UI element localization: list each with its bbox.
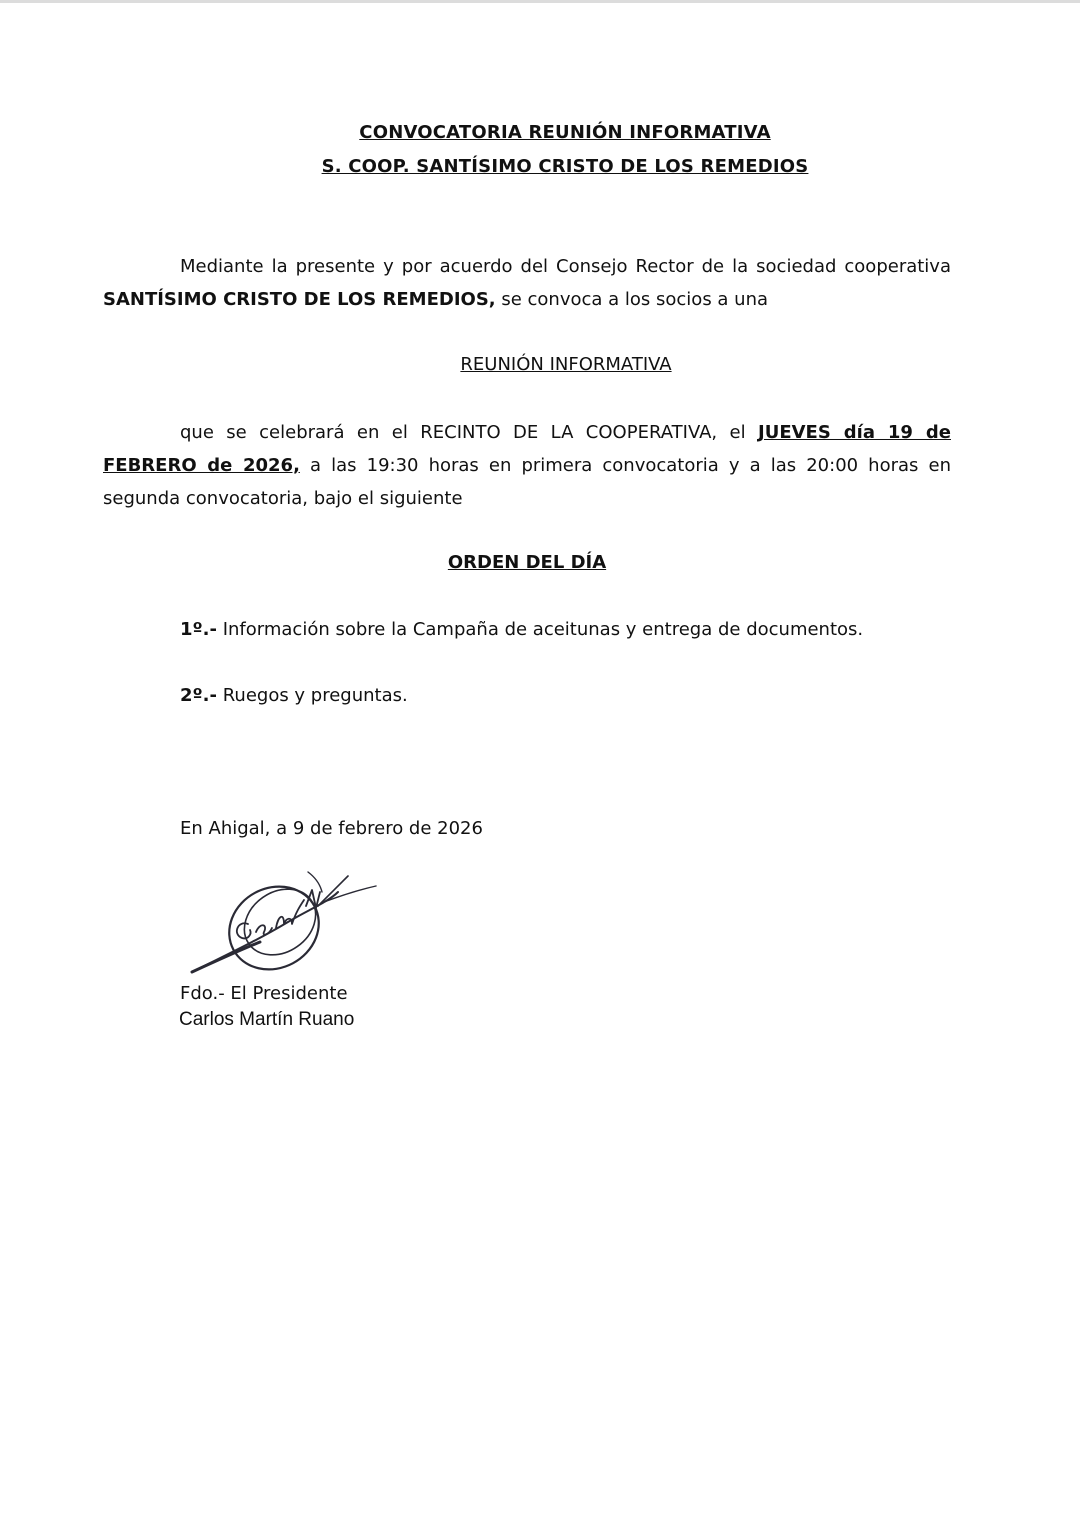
place-and-date: En Ahigal, a 9 de febrero de 2026: [180, 818, 483, 839]
agenda-item-text: Información sobre la Campaña de aceitunas y entrega de documentos.: [216, 619, 864, 640]
intro-text-after: se convoca a los socios a una: [495, 289, 769, 310]
signature-stroke: [276, 900, 304, 928]
agenda-item: [180, 685, 960, 706]
agenda-heading: [0, 552, 1080, 573]
details-paragraph: [103, 416, 951, 515]
signer-name: Carlos Martín Ruano: [179, 1009, 355, 1030]
details-text-before: que se celebrará en el RECINTO DE LA COOPERATIVA, el: [180, 422, 759, 443]
signer-title: Fdo.- El Presidente: [180, 983, 348, 1004]
agenda-item: [180, 619, 960, 640]
meeting-heading: [0, 354, 1080, 375]
meeting-date: JUEVES día 19 de FEBRERO de 2026,: [103, 422, 951, 476]
intro-paragraph: [103, 250, 951, 316]
meeting-heading-text: REUNIÓN INFORMATIVA: [460, 354, 672, 375]
agenda-item-text: Ruegos y preguntas.: [216, 685, 408, 706]
signature-stroke: [324, 886, 376, 902]
intro-text-before: Mediante la presente y por acuerdo del Consejo Rector de la sociedad cooperativa: [180, 256, 951, 277]
cooperative-name: SANTÍSIMO CRISTO DE LOS REMEDIOS,: [103, 289, 496, 310]
signature-stroke: [318, 876, 348, 906]
signature-loop: [232, 876, 329, 969]
signature-stroke: [192, 942, 260, 972]
signature-strokes: [192, 871, 376, 980]
details-text-after: a las 19:30 horas en primera convocatoria y a las 20:00 horas en segunda convocatoria, bajo el siguiente: [103, 455, 951, 509]
agenda-heading-text: ORDEN DEL DÍA: [447, 552, 607, 573]
signature-stroke: [308, 872, 322, 892]
handwritten-signature: [188, 862, 383, 980]
document-title: CONVOCATORIA REUNIÓN INFORMATIVA: [359, 122, 771, 143]
agenda-item-number: 1º.-: [180, 619, 217, 640]
document-subtitle: S. COOP. SANTÍSIMO CRISTO DE LOS REMEDIOS: [321, 156, 809, 177]
signature-loop: [215, 871, 334, 980]
agenda-item-number: 2º.-: [180, 685, 217, 706]
